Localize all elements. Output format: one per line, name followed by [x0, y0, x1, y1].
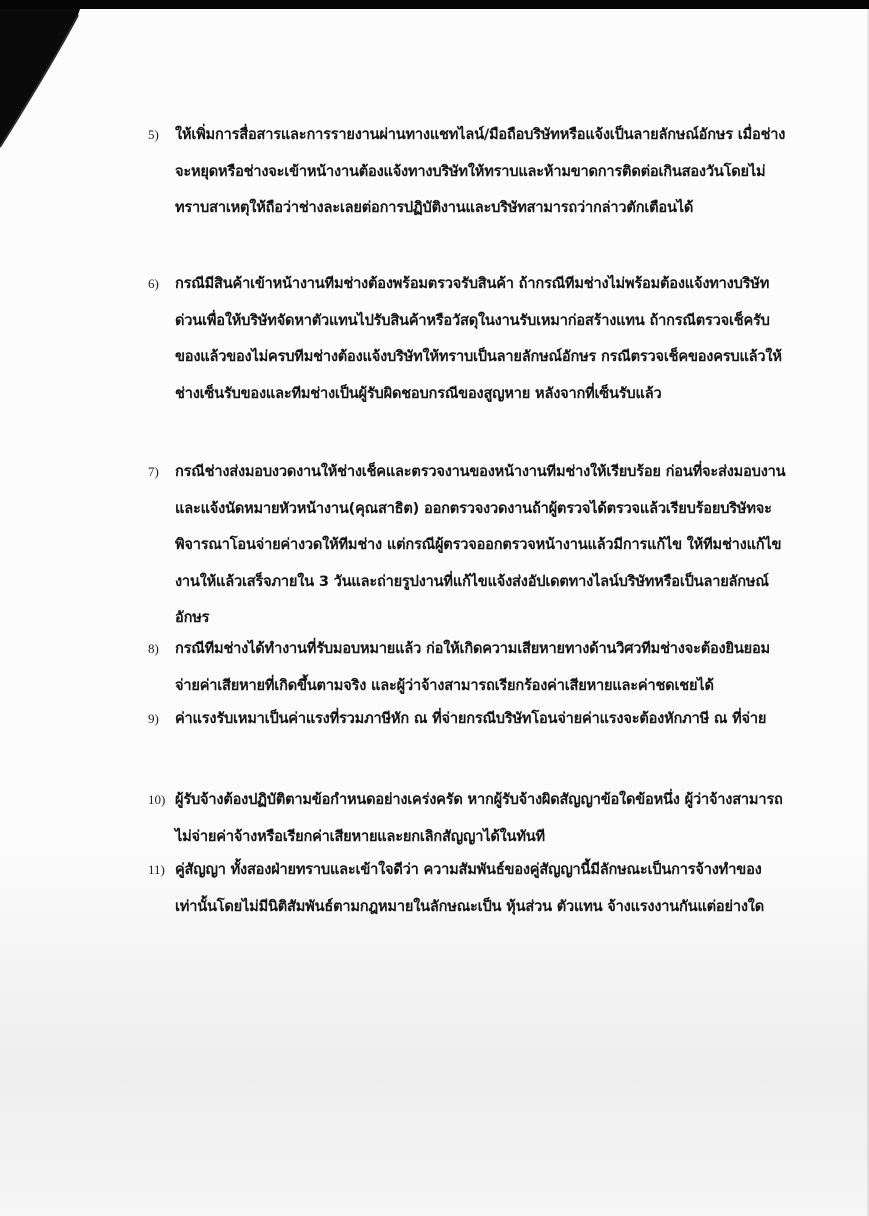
clause-number: 6)	[148, 276, 159, 291]
clause-text: ค่าแรงรับเหมาเป็นค่าแรงที่รวมภาษีหัก ณ ที่จ่ายกรณีบริษัทโอนจ่ายค่าแรงจะต้องหักภาษี ณ ที่จ่าย	[175, 710, 767, 727]
clause-7	[148, 454, 788, 634]
clause-text: กรณีทีมช่างได้ทำงานที่รับมอบหมายแล้ว ก่อให้เกิดความเสียหายทางด้านวิศวทีมช่างจะต้องยินยอมจ่ายค่าเสียหายที่เกิดขึ้นตามจริง และผู้ว่าจ้างสามารถเรียกร้องค่าเสียหายและค่าชดเชยได้	[175, 640, 770, 694]
clause-number: 8)	[148, 641, 159, 656]
clause-11	[148, 852, 788, 962]
clause-text: ให้เพิ่มการสื่อสารและการรายงานผ่านทางแชทไลน์/มือถือบริษัทหรือแจ้งเป็นลายลักษณ์อักษร เมื่อช่างจะหยุดหรือช่างจะเข้าหน้างานต้องแจ้งทางบริษัทให้ทราบและห้ามขาดการติดต่อเกินสองวันโดยไม่ทราบสาเหตุให้ถือว่าช่างละเลยต่อการปฏิบัติงานและบริษัทสามารถว่ากล่าวตักเตือนได้	[175, 126, 786, 216]
clause-5	[148, 117, 788, 267]
clause-number: 10)	[148, 792, 166, 807]
clause-number: 9)	[148, 711, 159, 726]
clause-9	[148, 701, 788, 776]
clause-text: กรณีช่างส่งมอบงวดงานให้ช่างเช็คและตรวจงานของหน้างานทีมช่างให้เรียบร้อย ก่อนที่จะส่งมอบงานและแจ้งนัดหมายหัวหน้างาน(คุณสาธิต) ออกตรวจงวดงานถ้าผู้ตรวจได้ตรวจแล้วเรียบร้อยบริษัทจะพิจารณาโอนจ่ายค่างวดให้ทีมช่าง แต่กรณีผู้ตรวจออกตรวจหน้างานแล้วมีการแก้ไข ให้ทีมช่างแก้ไขงานให้แล้วเสร็จภายใน 3 วันและถ่ายรูปงานที่แก้ไขแจ้งส่งอัปเดตทางไลน์บริษัทหรือเป็นลายลักษณ์อักษร	[175, 463, 786, 626]
clause-10	[148, 782, 788, 857]
clause-number: 7)	[148, 464, 159, 479]
clause-8	[148, 631, 788, 706]
clause-number: 11)	[148, 862, 165, 877]
clause-6	[148, 266, 788, 451]
clause-text: กรณีมีสินค้าเข้าหน้างานทีมช่างต้องพร้อมตรวจรับสินค้า ถ้ากรณีทีมช่างไม่พร้อมต้องแจ้งทางบริษัทด่วนเพื่อให้บริษัทจัดหาตัวแทนไปรับสินค้าหรือวัสดุในงานรับเหมาก่อสร้างแทน ถ้ากรณีตรวจเช็ครับของแล้วของไม่ครบทีมช่างต้องแจ้งบริษัทให้ทราบเป็นลายลักษณ์อักษร กรณีตรวจเช็คของครบแล้วให้ช่างเซ็นรับของและทีมช่างเป็นผู้รับผิดชอบกรณีของสูญหาย หลังจากที่เซ็นรับแล้ว	[175, 275, 782, 402]
clause-text: ผู้รับจ้างต้องปฏิบัติตามข้อกำหนดอย่างเคร่งครัด หากผู้รับจ้างผิดสัญญาข้อใดข้อหนึ่ง ผู้ว่าจ้างสามารถไม่จ่ายค่าจ้างหรือเรียกค่าเสียหายและยกเลิกสัญญาได้ในทันที	[175, 791, 783, 845]
clause-text: คู่สัญญา ทั้งสองฝ่ายทราบและเข้าใจดีว่า ความสัมพันธ์ของคู่สัญญานี้มีลักษณะเป็นการจ้างทำของเท่านั้นโดยไม่มีนิติสัมพันธ์ตามกฎหมายในลักษณะเป็น หุ้นส่วน ตัวแทน จ้างแรงงานกันแต่อย่างใด	[175, 861, 764, 915]
clause-number: 5)	[148, 127, 159, 142]
